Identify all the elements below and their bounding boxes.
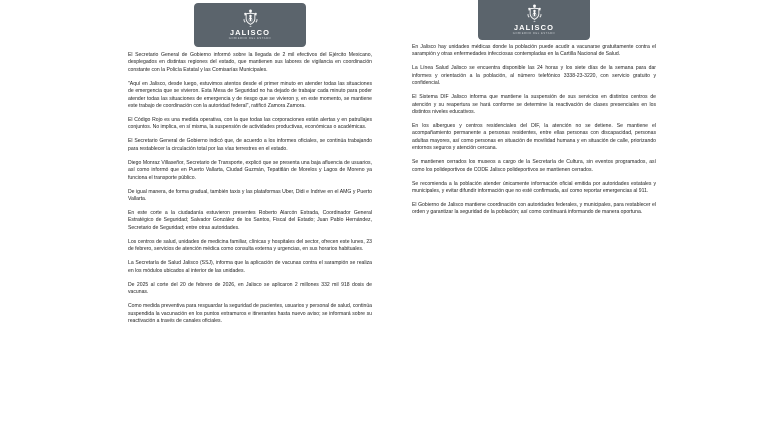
paragraph: En los albergues y centros residenciales del DIF, la atención no se detiene. Se mantiene el acompañamiento permanente a personas residentes, entre ellas personas con discapacidad, personas adultas mayores, así como personas en situación de movilidad humana y en situación de calle, priorizando entornos seguros y atención cercana. <box>412 123 656 152</box>
paragraph: El Gobierno de Jalisco mantiene coordinación con autoridades federales, y municipales, para restablecer el orden y garantizar la seguridad de la población; así como continuará informando de manera oportuna. <box>412 202 656 216</box>
paragraph: Diego Monraz Villaseñor, Secretario de Transporte, explicó que se presenta una baja afluencia de usuarios, así como informó que en Puerto Vallarta, Ciudad Guzmán, Tepatitlán de Morelos y Lagos de Moreno ya funciona el transporte público. <box>128 159 372 181</box>
paragraph: El Secretario General de Gobierno indicó que, de acuerdo a los informes oficiales, se continúa trabajando para restablecer la circulación total por las vías terrestres en el estado. <box>128 138 372 152</box>
jalisco-coat-of-arms-icon <box>242 9 259 28</box>
jalisco-tagline: GOBIERNO DEL ESTADO <box>228 37 272 41</box>
page-left-body <box>128 52 372 325</box>
paragraph: Se mantienen cerrados los museos a cargo de la Secretaría de Cultura, sin eventos programados, así como los polideportivos de CODE Jalisco polideportivos se mantienen cerrados. <box>412 159 656 173</box>
paragraph: El Sistema DIF Jalisco informa que mantiene la suspensión de sus servicios en distintos centros de atención y su reapertura se hará conforme se determine la reactivación de clases presenciales en los distintos niveles educativos. <box>412 94 656 116</box>
paragraph: La Línea Salud Jalisco se encuentra disponible las 24 horas y los siete días de la semana para dar informes y orientación a la población, al número telefónico 3338-23-3220, con servicio gratuito y confidencial. <box>412 65 656 87</box>
paragraph: El Secretario General de Gobierno informó sobre la llegada de 2 mil efectivos del Ejército Mexicano, desplegados en distintas regiones del estado, que mantienen sus labores de vigilancia en coordinación constante con la Policía Estatal y las Comisarías Municipales. <box>128 52 372 73</box>
paragraph: "Aquí en Jalisco, desde luego, estuvimos atentos desde el primer minuto en atender todas las situaciones de emergencia que se vivieron. Esta Mesa de Seguridad no ha dejado de trabajar cada minuto para poder atender todas las situaciones de emergencia y de riesgo que se vivieron y, en este momento, se mantiene este trabajo de coordinación con la autoridad federal", ratificó Zamora Zamora. <box>128 80 372 110</box>
document-page-left <box>112 0 388 432</box>
paragraph: De igual manera, de forma gradual, también taxis y las plataformas Uber, Didi e Indrive en el AMG y Puerto Vallarta. <box>128 188 372 203</box>
jalisco-tagline: GOBIERNO DEL ESTADO <box>512 32 556 36</box>
paragraph: De 2025 al corte del 20 de febrero de 2026, en Jalisco se aplicaron 2 millones 332 mil 918 dosis de vacunas. <box>128 281 372 296</box>
paragraph: En Jalisco hay unidades médicas donde la población puede acudir a vacunarse gratuitamente contra el sarampión y otras enfermedades infecciosas contempladas en la Cartilla Nacional de Salud. <box>412 44 656 58</box>
jalisco-wordmark: JALISCO <box>229 28 271 38</box>
jalisco-coat-of-arms-icon <box>526 4 543 23</box>
document-page-right <box>396 0 672 432</box>
jalisco-wordmark: JALISCO <box>513 23 555 33</box>
paragraph: La Secretaría de Salud Jalisco (SSJ), informa que la aplicación de vacunas contra el sarampión se realiza en los módulos ubicados al interior de las unidades. <box>128 260 372 274</box>
paragraph: Se recomienda a la población atender únicamente información oficial emitida por autoridades estatales y municipales, y evitar difundir información que no esté confirmada, así como reportar emergencias al 911. <box>412 180 656 195</box>
paragraph: El Código Rojo es una medida operativa, con la que todas las corporaciones están alertas y en patrullajes conjuntos. No implica, en sí misma, la suspensión de actividades productivas, económicas o académicas. <box>128 117 372 131</box>
paragraph: En este corte a la ciudadanía estuvieron presentes Roberto Alarcón Estrada, Coordinador General Estratégico de Seguridad; Salvador González de los Santos, Fiscal del Estado; Juan Pablo Hernández, Secretario de Seguridad; entre otras autoridades. <box>128 210 372 231</box>
paragraph: Los centros de salud, unidades de medicina familiar, clínicas y hospitales del sector, ofrecen este lunes, 23 de febrero, servicios de atención médica como consulta externa y urgencias, en sus horarios habituales. <box>128 238 372 253</box>
jalisco-logo-plate-right <box>478 0 590 40</box>
jalisco-logo-plate-left <box>194 3 306 47</box>
paragraph: Como medida preventiva para resguardar la seguridad de pacientes, usuarios y personal de salud, continúa suspendida la vacunación en los puntos extramuros e itinerantes hasta nuevo aviso; se informará sobre su reactivación a través de canales oficiales. <box>128 303 372 324</box>
page-right-body <box>412 44 656 217</box>
